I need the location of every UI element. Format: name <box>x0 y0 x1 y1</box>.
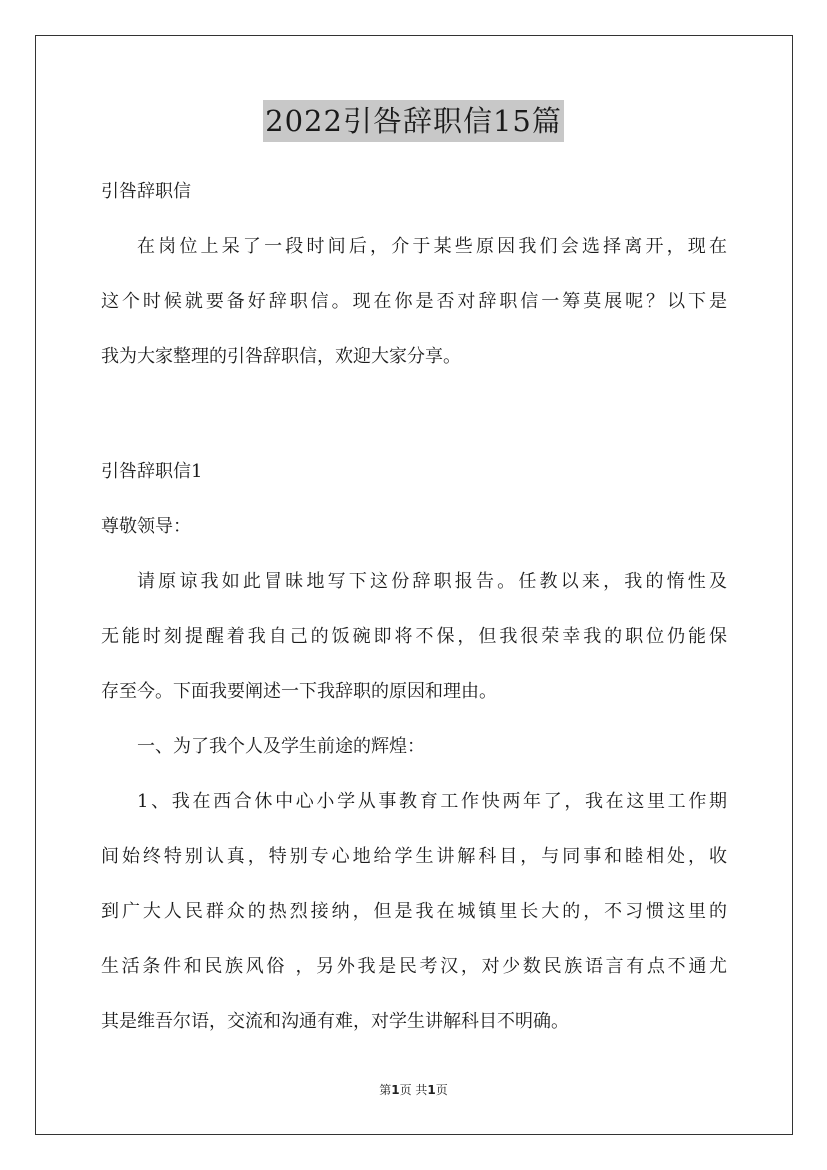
paragraph-line: 我为大家整理的引咎辞职信，欢迎大家分享。 <box>101 346 461 367</box>
paragraph-line: 生活条件和民族风俗 ，另外我是民考汉，对少数民族语言有点不通尤 <box>101 956 727 977</box>
paragraph-line: 在岗位上呆了一段时间后，介于某些原因我们会选择离开，现在 <box>137 236 727 257</box>
paragraph-line: 无能时刻提醒着我自己的饭碗即将不保，但我很荣幸我的职位仍能保 <box>101 626 727 647</box>
document-body <box>101 164 727 1049</box>
footer-page-number: 1 <box>391 1083 400 1097</box>
paragraph-line: 间始终特别认真，特别专心地给学生讲解科目，与同事和睦相处，收 <box>101 846 727 867</box>
footer-total-pages: 1 <box>427 1083 436 1097</box>
paragraph-line: 存至今。下面我要阐述一下我辞职的原因和理由。 <box>101 681 497 702</box>
document-title: 2022引咎辞职信15篇 <box>263 100 564 142</box>
footer-prefix: 第 <box>379 1083 392 1097</box>
section-heading: 引咎辞职信 <box>101 181 191 202</box>
paragraph-line: 其是维吾尔语，交流和沟通有难，对学生讲解科目不明确。 <box>101 1011 569 1032</box>
paragraph-gap <box>101 384 727 444</box>
paragraph-line: 请原谅我如此冒昧地写下这份辞职报告。任教以来，我的惰性及 <box>137 571 727 592</box>
section-heading: 引咎辞职信1 <box>101 461 203 482</box>
salutation: 尊敬领导： <box>101 516 191 537</box>
page-footer <box>0 1080 827 1100</box>
paragraph-line: 1、我在西合休中心小学从事教育工作快两年了，我在这里工作期 <box>137 791 727 812</box>
footer-suffix: 页 <box>435 1083 448 1097</box>
paragraph-line: 到广大人民群众的热烈接纳，但是我在城镇里长大的，不习惯这里的 <box>101 901 727 922</box>
title-container <box>0 100 827 142</box>
paragraph-line: 一、为了我个人及学生前途的辉煌： <box>137 736 425 757</box>
paragraph-line: 这个时候就要备好辞职信。现在你是否对辞职信一筹莫展呢？以下是 <box>101 291 727 312</box>
footer-middle: 页 共 <box>399 1083 428 1097</box>
